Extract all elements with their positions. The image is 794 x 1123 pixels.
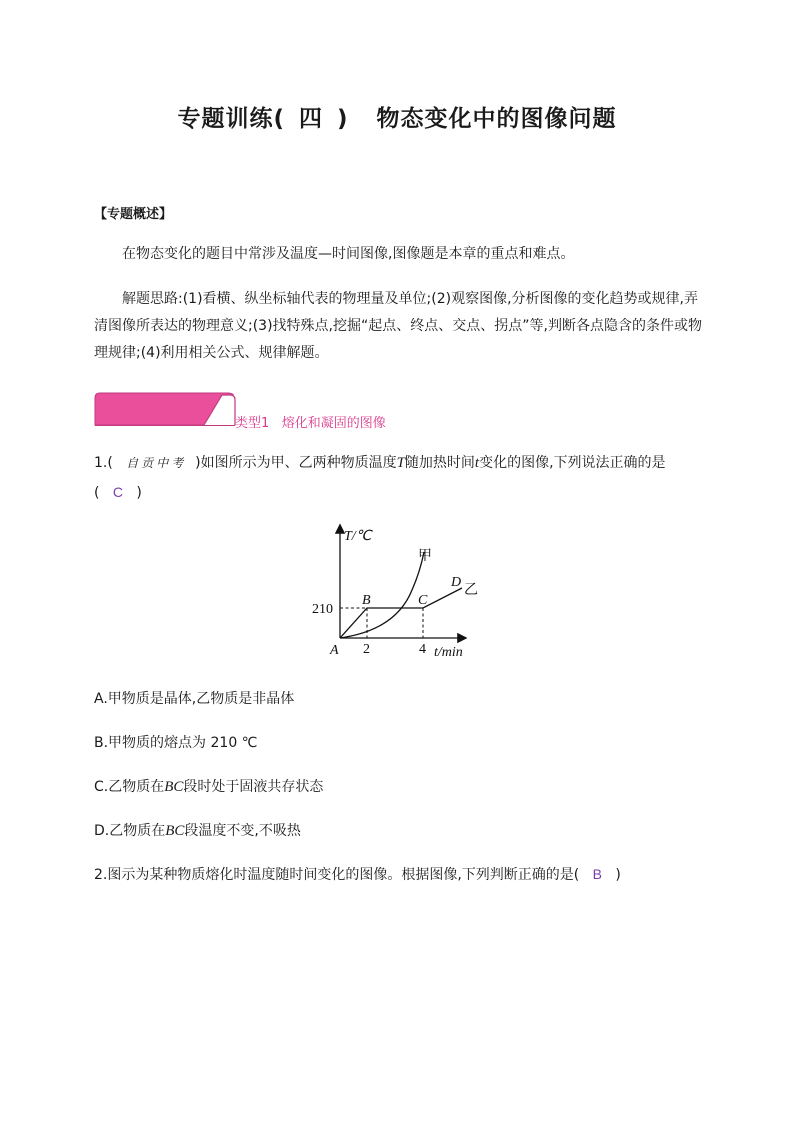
option-c-post: 段时处于固液共存状态 <box>183 779 324 795</box>
question-2-text: 2.图示为某种物质熔化时温度随时间变化的图像。根据图像,下列判断正确的是( <box>94 867 580 883</box>
question-1-text-b: 随加热时间 <box>404 455 475 471</box>
curve-yi-line <box>340 588 462 638</box>
option-c-pre: C.乙物质在 <box>94 779 165 795</box>
y-axis-label: T/℃ <box>344 529 372 544</box>
temperature-time-graph <box>300 520 500 665</box>
option-d[interactable] <box>94 820 301 840</box>
option-d-pre: D.乙物质在 <box>94 823 166 839</box>
section-type-number: 类型1 <box>235 416 270 431</box>
option-d-post: 段温度不变,不吸热 <box>184 823 301 839</box>
x-tick-2: 2 <box>363 642 370 657</box>
point-A: A <box>330 643 339 658</box>
question-1-source-close: ) <box>195 455 201 471</box>
label-yi: 乙 <box>464 583 478 598</box>
option-c-var: BC <box>164 779 184 795</box>
question-1-text-a: 如图所示为甲、乙两种物质温度 <box>200 455 397 471</box>
label-jia: 甲 <box>418 549 432 564</box>
option-c[interactable] <box>94 776 323 796</box>
question-1-answer-open: ( <box>94 485 100 501</box>
question-1-answer-line <box>94 484 142 501</box>
curve-jia-line <box>340 552 424 638</box>
section-banner <box>94 392 236 426</box>
point-C: C <box>418 593 428 608</box>
option-d-var: BC <box>165 823 185 839</box>
question-1-answer-close: ) <box>136 485 142 501</box>
question-1-answer: C <box>112 484 123 500</box>
section-type-title: 熔化和凝固的图像 <box>281 416 386 431</box>
question-1 <box>94 452 666 472</box>
title-topic: 物态变化中的图像问题 <box>376 106 617 132</box>
question-2 <box>94 864 621 884</box>
x-tick-4: 4 <box>419 642 426 657</box>
point-B: B <box>362 593 371 608</box>
overview-paragraph-1: 在物态变化的题目中常涉及温度—时间图像,图像题是本章的重点和难点。 <box>122 246 575 262</box>
overview-paragraph-2: 解题思路:(1)看横、纵坐标轴代表的物理量及单位;(2)观察图像,分析图像的变化趋势或规律,弄清图像所表达的物理意义;(3)找特殊点,挖掘“起点、终点、交点、拐点”等,判断各点隐含的条件或物理规律;(4)利用相关公式、规律解题。 <box>94 291 702 361</box>
question-1-number: 1.( <box>94 455 113 471</box>
page-title <box>0 100 794 133</box>
question-1-source: 自贡中考 <box>126 456 187 470</box>
option-a[interactable]: A.甲物质是晶体,乙物质是非晶体 <box>94 691 295 707</box>
title-suffix: ) <box>337 106 349 132</box>
question-1-text-c: 变化的图像,下列说法正确的是 <box>479 455 666 471</box>
question-1-var-T: T <box>396 455 405 471</box>
x-axis-label: t/min <box>434 645 463 660</box>
question-1-var-t: t <box>474 455 480 471</box>
question-2-close: ) <box>615 867 621 883</box>
title-number: 四 <box>299 106 323 132</box>
y-tick-210: 210 <box>312 602 333 617</box>
section-type-label <box>235 412 386 431</box>
point-D: D <box>451 575 462 590</box>
title-prefix: 专题训练( <box>177 106 285 132</box>
option-b[interactable]: B.甲物质的熔点为 210 ℃ <box>94 735 258 751</box>
overview-label: 【专题概述】 <box>94 207 173 222</box>
question-2-answer: B <box>592 866 602 882</box>
